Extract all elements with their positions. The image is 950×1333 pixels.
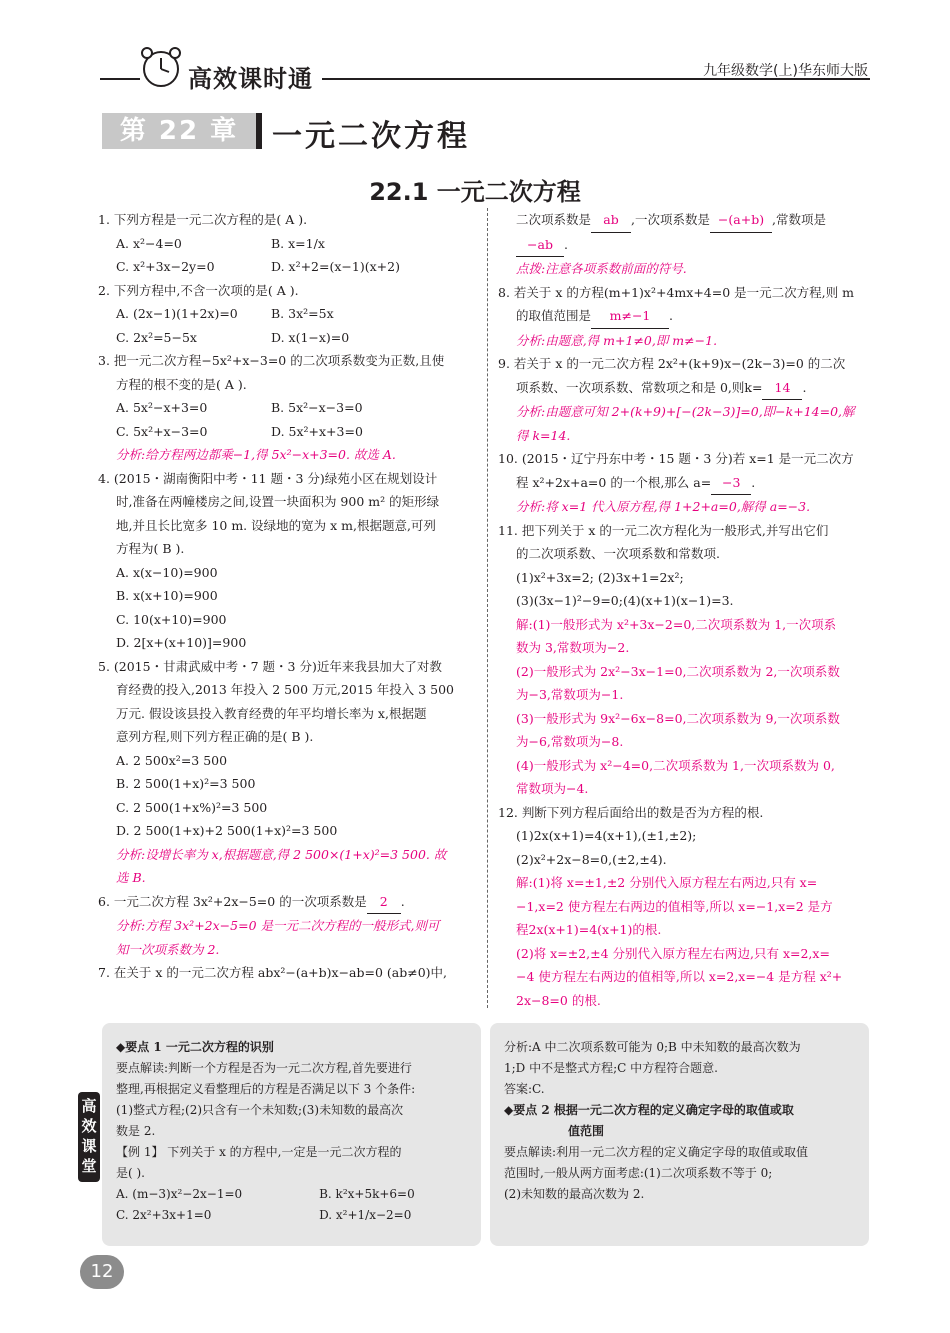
key-point-panel-left (102, 1023, 481, 1246)
q5-option-a: A. 2 500x²=3 500 (116, 752, 228, 768)
q8-text: 的取值范围是 (516, 308, 592, 323)
q4-option-b: B. x(x+10)=900 (116, 588, 218, 603)
q2-option-c: C. 2x²=5−5x (116, 329, 197, 345)
example-1-stem-2: 是( ). (116, 1166, 145, 1180)
key-point-1-text: 要点解读:判断一个方程是否为一元二次方程,首先要进行 (116, 1061, 412, 1075)
key-point-2-title: ◆要点 2 根据一元二次方程的定义确定字母的取值或取 (504, 1103, 794, 1117)
q9-text: 项系数、一次项系数、常数项之和是 0,则k= (516, 379, 763, 395)
q8-stem: 8. 若关于 x 的方程(m+1)x²+4mx+4=0 是一元二次方程,则 m (498, 284, 854, 300)
key-point-2-title-2: 值范围 (568, 1124, 605, 1138)
example-1-analysis: 分析:A 中二次项系数可能为 0;B 中未知数的最高次数为 (504, 1040, 801, 1054)
q3-option-b: B. 5x²−x−3=0 (271, 400, 363, 415)
q1-option-b: B. x=1/x (271, 235, 325, 251)
key-point-2-text-2: 范围时,一般从两方面考虑:(1)二次项系数不等于 0; (504, 1166, 773, 1180)
right-column (498, 208, 870, 1012)
q4-option-c: C. 10(x+10)=900 (116, 611, 227, 627)
q4-option-a: A. x(x−10)=900 (116, 564, 218, 580)
q10-analysis: 分析:将 x=1 代入原方程,得 1+2+a=0,解得 a=−3. (516, 499, 811, 514)
q6-analysis: 分析:方程 3x²+2x−5=0 是一元二次方程的一般形式,则可 (116, 918, 440, 933)
example-1-analysis-2: 1;D 中不是整式方程;C 中方程符合题意. (504, 1061, 718, 1075)
q7-hint: 点拨:注意各项系数前面的符号. (516, 261, 687, 276)
q6-stem: 6. 一元二次方程 3x²+2x−5=0 的一次项系数是 2 . (98, 890, 476, 915)
left-column (98, 208, 476, 985)
q4-stem-4: 方程为( B ). (116, 541, 185, 556)
q3-options-ab (98, 396, 476, 420)
q5-stem-4: 意列方程,则下列方程正确的是( B ). (116, 729, 314, 744)
key-point-2-text-3: (2)未知数的最高次数为 2. (504, 1187, 645, 1201)
column-divider (487, 208, 488, 1008)
q11-stem: 11. 把下列关于 x 的一元二次方程化为一般形式,并写出它们 (498, 522, 829, 538)
chapter-label: 第 22 章 (102, 113, 262, 149)
q5-option-c: C. 2 500(1+x%)²=3 500 (116, 799, 268, 815)
q2-options-cd (98, 326, 476, 350)
q11-sol-4b: 常数项为−4. (516, 781, 589, 796)
q11-sol-4: (4)一般形式为 x²−4=0,二次项系数为 1,一次项系数为 0, (516, 757, 835, 773)
q3-options-cd (98, 420, 476, 444)
key-point-2-text: 要点解读:利用一元二次方程的定义确定字母的取值或取值 (504, 1145, 809, 1159)
q10-stem: 10. (2015・辽宁丹东中考・15 题・3 分)若 x=1 是一元二次方 (498, 451, 854, 466)
q12-eq-2: (2)x²+2x−8=0,(±2,±4). (516, 851, 667, 867)
q7-text-1: 二次项系数是 (516, 212, 592, 227)
q9-stem: 9. 若关于 x 的一元二次方程 2x²+(k+9)x−(2k−3)=0 的二次 (498, 356, 846, 371)
grade-label: 九年级数学(上)华东师大版 (703, 63, 868, 79)
q7-answer-1: ab (591, 208, 631, 233)
q10-blank: 程 x²+2x+a=0 的一个根,那么 a= −3 . (498, 471, 870, 496)
q10-text: 程 x²+2x+a=0 的一个根,那么 a= (516, 474, 712, 490)
example-1-stem: 【例 1】 下列关于 x 的方程中,一定是一元二次方程的 (116, 1145, 402, 1159)
q12-sol-2c: 2x−8=0 的根. (516, 992, 601, 1008)
key-point-1-text-4: 数是 2. (116, 1124, 156, 1138)
q7-answer-3: −ab (516, 233, 564, 258)
q6-analysis-2: 知一次项系数为 2. (116, 941, 220, 957)
q6-answer: 2 (367, 890, 401, 915)
example-1-option-c: C. 2x²+3x+1=0 (116, 1208, 212, 1222)
q2-options-ab (98, 302, 476, 326)
q5-stem-2: 育经费的投入,2013 年投入 2 500 万元,2015 年投入 3 500 (116, 682, 455, 697)
q2-option-a: A. (2x−1)(1+2x)=0 (116, 306, 238, 321)
q10-answer: −3 (711, 471, 751, 496)
page-number: 12 (80, 1255, 124, 1289)
q7-stem: 7. 在关于 x 的一元二次方程 abx²−(a+b)x−ab=0 (ab≠0)中, (98, 965, 448, 980)
q2-option-d: D. x(1−x)=0 (271, 329, 350, 345)
q11-sol-2: (2)一般形式为 2x²−3x−1=0,二次项系数为 2,一次项系数 (516, 663, 840, 679)
q7-text-3: ,常数项是 (772, 212, 826, 227)
q12-sol-2: (2)将 x=±2,±4 分别代入原方程左右两边,只有 x=2,x= (516, 945, 830, 961)
q2-option-b: B. 3x²=5x (271, 306, 334, 321)
q4-option-d: D. 2[x+(x+10)]=900 (116, 635, 247, 650)
q7-answer-2: −(a+b) (710, 208, 772, 233)
q9-blank: 项系数、一次项系数、常数项之和是 0,则k= 14 . (498, 376, 870, 401)
q12-sol-2b: −4 使方程左右两边的值相等,所以 x=2,x=−4 是方程 x²+ (516, 969, 843, 984)
q1-option-c: C. x²+3x−2y=0 (116, 259, 215, 274)
q3-option-a: A. 5x²−x+3=0 (116, 400, 208, 415)
q7-blank-3: −ab . (498, 233, 870, 258)
q1-options-ab (98, 232, 476, 256)
q11-sol-3b: 为−6,常数项为−8. (516, 734, 624, 749)
example-1-options-cd (116, 1205, 469, 1226)
q1-option-d: D. x²+2=(x−1)(x+2) (271, 259, 400, 274)
q5-analysis: 分析:设增长率为 x,根据题意,得 2 500×(1+x)²=3 500. 故 (116, 846, 447, 862)
q4-stem-3: 地,并且长比宽多 10 m. 设绿地的宽为 x m,根据题意,可列 (116, 517, 436, 533)
example-1-option-a: A. (m−3)x²−2x−1=0 (116, 1187, 243, 1201)
q1-option-a: A. x²−4=0 (116, 235, 182, 251)
q3-analysis: 分析:给方程两边都乘−1,得 5x²−x+3=0. 故选 A. (116, 447, 396, 462)
section-title: 22.1 一元二次方程 (369, 178, 581, 206)
q12-sol-1c: 程2x(x+1)=4(x+1)的根. (516, 922, 662, 937)
q7-text-2: ,一次项系数是 (631, 212, 710, 227)
q5-stem-3: 万元. 假设该县投入教育经费的年平均增长率为 x,根据题 (116, 705, 427, 721)
q5-stem: 5. (2015・甘肃武威中考・7 题・3 分)近年来我县加大了对教 (98, 658, 442, 674)
q11-sol-1b: 数为 3,常数项为−2. (516, 640, 630, 655)
key-point-1-text-3: (1)整式方程;(2)只含有一个未知数;(3)未知数的最高次 (116, 1103, 404, 1117)
q11-sol-2b: 为−3,常数项为−1. (516, 687, 624, 702)
q8-blank: 的取值范围是 m≠−1 . (498, 304, 870, 329)
logo-title: 高效课时通 (188, 65, 313, 93)
q3-stem-cont: 方程的根不变的是( A ). (116, 376, 247, 392)
q9-analysis: 分析:由题意可知 2+(k+9)+[−(2k−3)]=0,即−k+14=0,解 (516, 404, 855, 419)
side-tab: 高效课堂 (78, 1092, 100, 1182)
q11-stem-2: 的二次项系数、一次项系数和常数项. (516, 546, 720, 561)
key-point-1-title: ◆要点 1 一元二次方程的识别 (116, 1040, 274, 1054)
q12-sol-1: 解:(1)将 x=±1,±2 分别代入原方程左右两边,只有 x= (516, 875, 818, 890)
q11-sol-3: (3)一般形式为 9x²−6x−8=0,二次项系数为 9,一次项系数 (516, 710, 840, 726)
q3-option-c: C. 5x²+x−3=0 (116, 423, 208, 439)
q11-sol-1: 解:(1)一般形式为 x²+3x−2=0,二次项系数为 1,一次项系 (516, 616, 837, 632)
key-point-panel-right (490, 1023, 869, 1246)
key-point-1-text-2: 整理,再根据定义看整理后的方程是否满足以下 3 个条件: (116, 1082, 416, 1096)
q11-eq-1: (1)x²+3x=2; (2)3x+1=2x²; (516, 569, 684, 585)
q9-answer: 14 (762, 376, 802, 401)
q1-options-cd (98, 255, 476, 279)
q4-stem-2: 时,准备在两幢楼房之间,设置一块面积为 900 m² 的矩形绿 (116, 494, 440, 509)
q6-text: 6. 一元二次方程 3x²+2x−5=0 的一次项系数是 (98, 893, 367, 909)
q9-analysis-2: 得 k=14. (516, 427, 571, 443)
alarm-clock-icon (138, 44, 184, 90)
q5-option-b: B. 2 500(1+x)²=3 500 (116, 776, 256, 791)
q2-stem: 2. 下列方程中,不含一次项的是( A ). (98, 282, 299, 298)
q12-stem: 12. 判断下列方程后面给出的数是否为方程的根. (498, 804, 764, 820)
example-1-answer: 答案:C. (504, 1082, 545, 1096)
q12-sol-1b: −1,x=2 使方程左右两边的值相等,所以 x=−1,x=2 是方 (516, 898, 833, 914)
q7-blanks (498, 208, 870, 233)
q3-option-d: D. 5x²+x+3=0 (271, 423, 363, 439)
q12-eq-1: (1)2x(x+1)=4(x+1),(±1,±2); (516, 828, 697, 843)
chapter-title: 一元二次方程 (272, 119, 470, 154)
q5-analysis-2: 选 B. (116, 870, 146, 885)
q8-answer: m≠−1 (591, 304, 669, 329)
example-1-options-ab (116, 1184, 469, 1205)
q1-stem: 1. 下列方程是一元二次方程的是( A ). (98, 212, 308, 227)
example-1-option-b: B. k²x+5k+6=0 (319, 1187, 415, 1201)
q4-stem: 4. (2015・湖南衡阳中考・11 题・3 分)绿苑小区在规划设计 (98, 470, 438, 486)
q11-eq-2: (3)(3x−1)²−9=0;(4)(x+1)(x−1)=3. (516, 593, 734, 608)
example-1-option-d: D. x²+1/x−2=0 (319, 1208, 412, 1222)
header-rule-left (100, 78, 140, 80)
q3-stem: 3. 把一元二次方程−5x²+x−3=0 的二次项系数变为正数,且使 (98, 353, 445, 368)
q5-option-d: D. 2 500(1+x)+2 500(1+x)²=3 500 (116, 823, 338, 838)
q8-analysis: 分析:由题意,得 m+1≠0,即 m≠−1. (516, 332, 718, 348)
